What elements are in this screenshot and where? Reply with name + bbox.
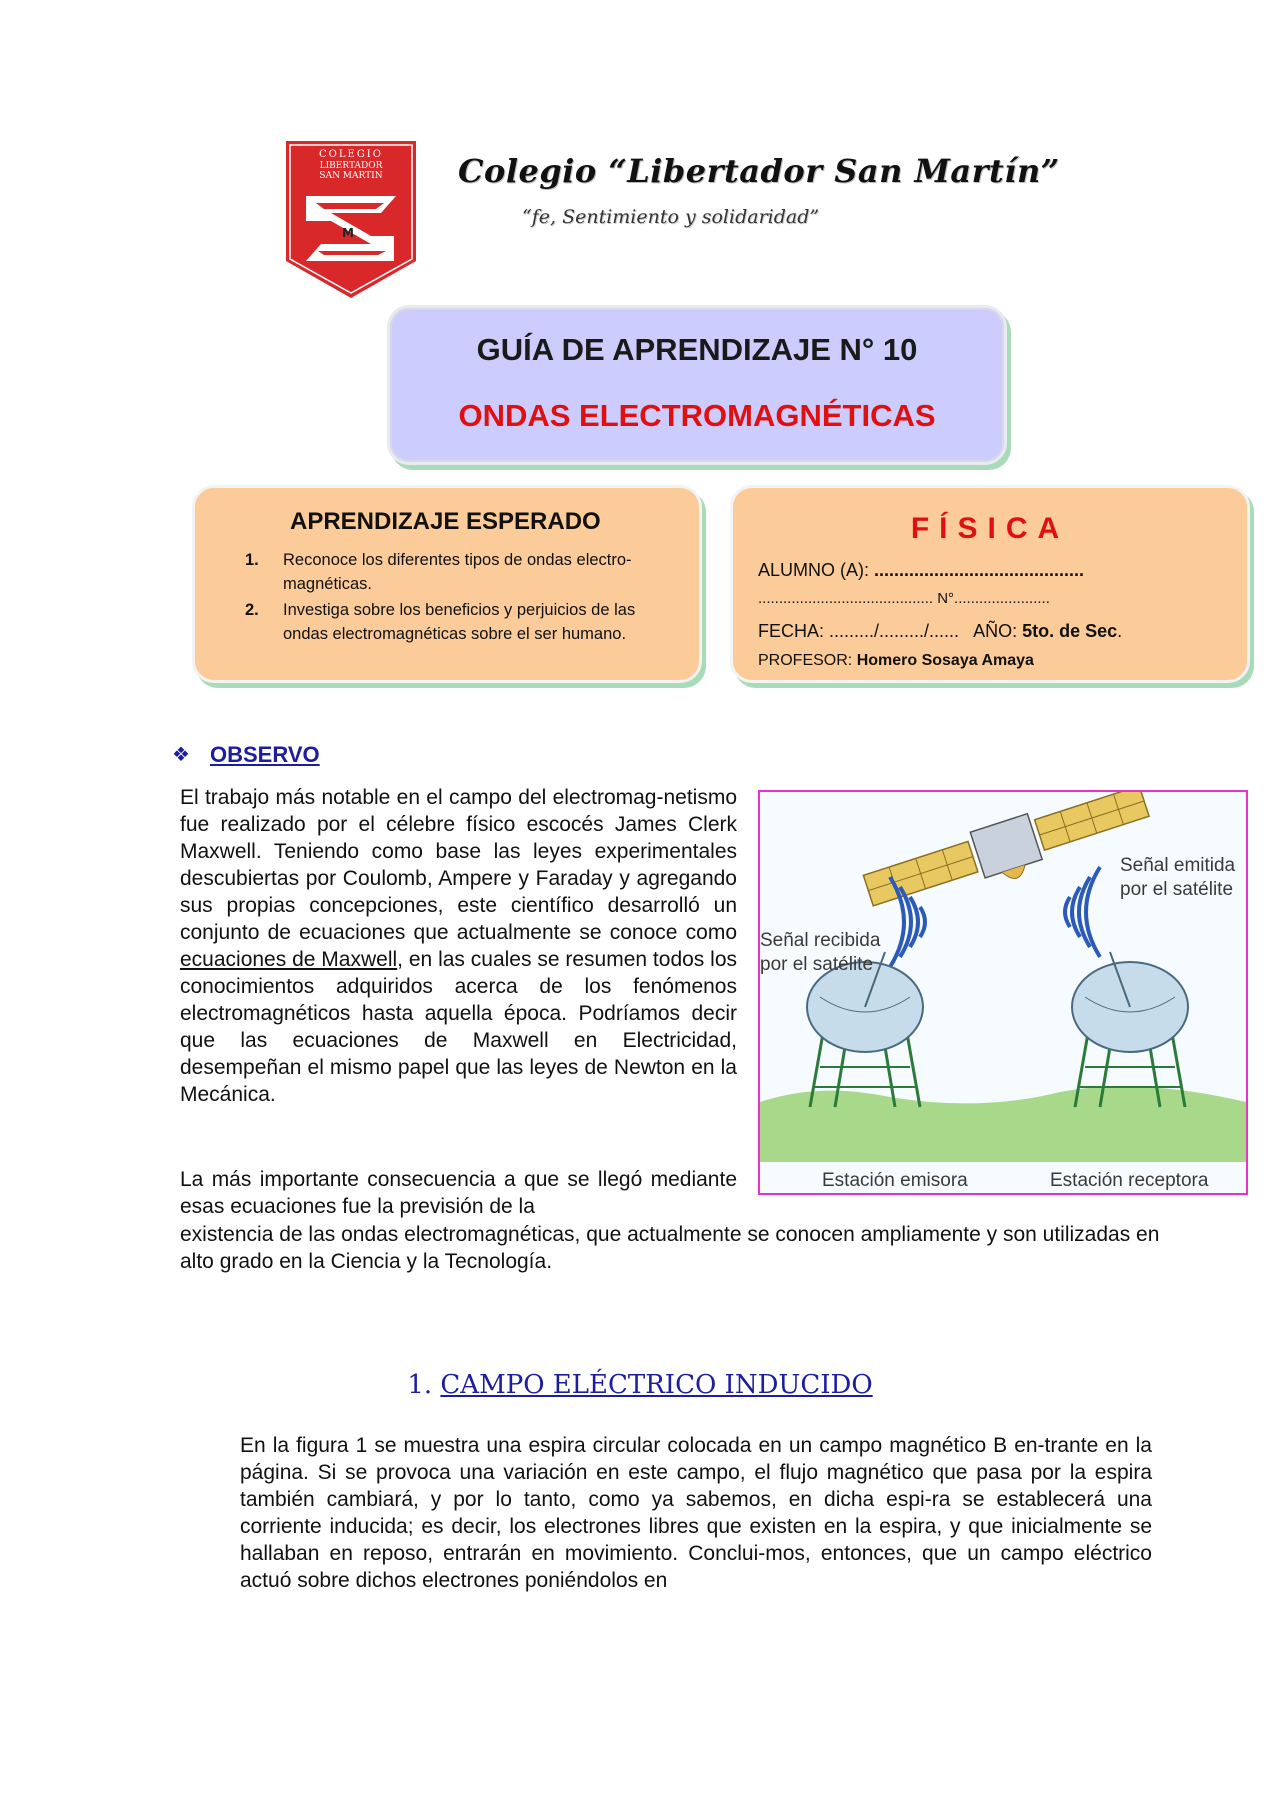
- learning-item: [245, 548, 675, 598]
- section-1-paragraph: En la figura 1 se muestra una espira circular colocada en un campo magnético B en-trante en la página. Si se provoca una variación en este campo, el flujo magnético que pasa por la espira también cambiará, y por lo tanto, como ya sabemos, en dicha espi-ra se establecerá una corriente inducida; es decir, los electrones libres que existen en la espira, y que inicialmente se hallaban en reposo, entrarán en movimiento. Conclui-mos, entonces, que un campo eléctrico actuó sobre dichos electrones poniéndolos en: [240, 1434, 1152, 1592]
- anio-value: 5to. de Sec: [1022, 621, 1118, 641]
- label-received-signal: Señal recibida por el satélite: [760, 930, 881, 975]
- profesor-line: [758, 652, 1034, 670]
- profesor-name: Homero Sosaya Amaya: [856, 652, 1034, 669]
- maxwell-equations-term: ecuaciones de Maxwell: [180, 948, 398, 971]
- guide-title: GUÍA DE APRENDIZAJE N° 10: [476, 332, 918, 367]
- learning-title: APRENDIZAJE ESPERADO: [290, 508, 601, 535]
- title-box: [387, 305, 1007, 465]
- label-emitting-station: Estación emisora: [822, 1170, 968, 1191]
- alumno-field[interactable]: ..........................................: [869, 560, 1085, 580]
- learning-item-number: 1.: [245, 551, 259, 569]
- fecha-line: FECHA: ........./........./...... AÑO: 5to. de Sec.: [758, 621, 1123, 641]
- observo-heading: OBSERVO: [210, 742, 320, 767]
- svg-text:M: M: [342, 226, 354, 240]
- school-name: Colegio “Libertador San Martín”: [458, 152, 1060, 190]
- subject-title: FÍSICA: [910, 512, 1070, 545]
- learning-item-number: 2.: [245, 601, 259, 619]
- learning-item-text: Investiga sobre los beneficios y perjuicios de las ondas electromagnéticas sobre el ser humano.: [283, 601, 636, 643]
- satellite-figure: [758, 790, 1248, 1195]
- paragraph-text: , en las cuales se resumen todos los conocimientos adquiridos acerca de los fenómenos electromagnéticos hasta aquella época. Podríamos decir que las ecuaciones de Maxwell en Electricidad, desempeñan el mismo papel que las leyes de Newton en la Mecánica.: [180, 948, 737, 1106]
- svg-text:COLEGIO: COLEGIO: [319, 149, 383, 160]
- svg-text:LIBERTADOR: LIBERTADOR: [319, 161, 383, 171]
- profesor-label: PROFESOR:: [758, 652, 853, 669]
- school-logo: [286, 141, 416, 298]
- fecha-label: FECHA:: [758, 621, 825, 641]
- svg-text:SAN MARTIN: SAN MARTIN: [319, 171, 383, 181]
- observo-paragraph-1: [180, 784, 737, 1108]
- section-number: 1.: [407, 1370, 433, 1400]
- school-motto: “fe, Sentimiento y solidaridad”: [522, 206, 820, 228]
- alumno-label: ALUMNO (A):: [758, 560, 870, 580]
- observo-paragraph-2-end: existencia de las ondas electromagnéticas, que actualmente se conocen ampliamente y son utilizadas en alto grado en la Ciencia y la Tecnología.: [180, 1223, 1160, 1273]
- section-1-heading: [0, 1370, 1280, 1400]
- anio-label: AÑO:: [973, 621, 1018, 641]
- learning-item-text: Reconoce los diferentes tipos de ondas electro-magnéticas.: [283, 551, 632, 593]
- section-title: CAMPO ELÉCTRICO INDUCIDO: [440, 1370, 873, 1400]
- diamond-bullet-icon: ❖: [172, 744, 190, 766]
- numero-line[interactable]: .......................................... N°.......................: [758, 590, 1050, 607]
- fecha-field[interactable]: ........./........./......: [824, 621, 960, 641]
- satellite-illustration: [760, 792, 1246, 1193]
- paragraph-text: El trabajo más notable en el campo del electromag-netismo fue realizado por el célebre físico escocés James Clerk Maxwell. Teniendo como base las leyes experimentales descubiertas por Coulomb, Ampere y Faraday y agregando sus propias concepciones, este científico desarrolló un conjunto de ecuaciones que actualmente se conoce como: [180, 786, 737, 944]
- learning-box: [192, 485, 702, 683]
- label-receiving-station: Estación receptora: [1050, 1170, 1209, 1191]
- label-emitted-signal: Señal emitida por el satélite: [1120, 855, 1236, 900]
- alumno-line: [758, 560, 1084, 581]
- learning-item: [245, 598, 675, 648]
- student-info-box: [730, 485, 1250, 683]
- guide-topic: ONDAS ELECTROMAGNÉTICAS: [458, 398, 936, 433]
- observo-paragraph-2-start: La más importante consecuencia a que se llegó mediante esas ecuaciones fue la previsión de la: [180, 1168, 737, 1218]
